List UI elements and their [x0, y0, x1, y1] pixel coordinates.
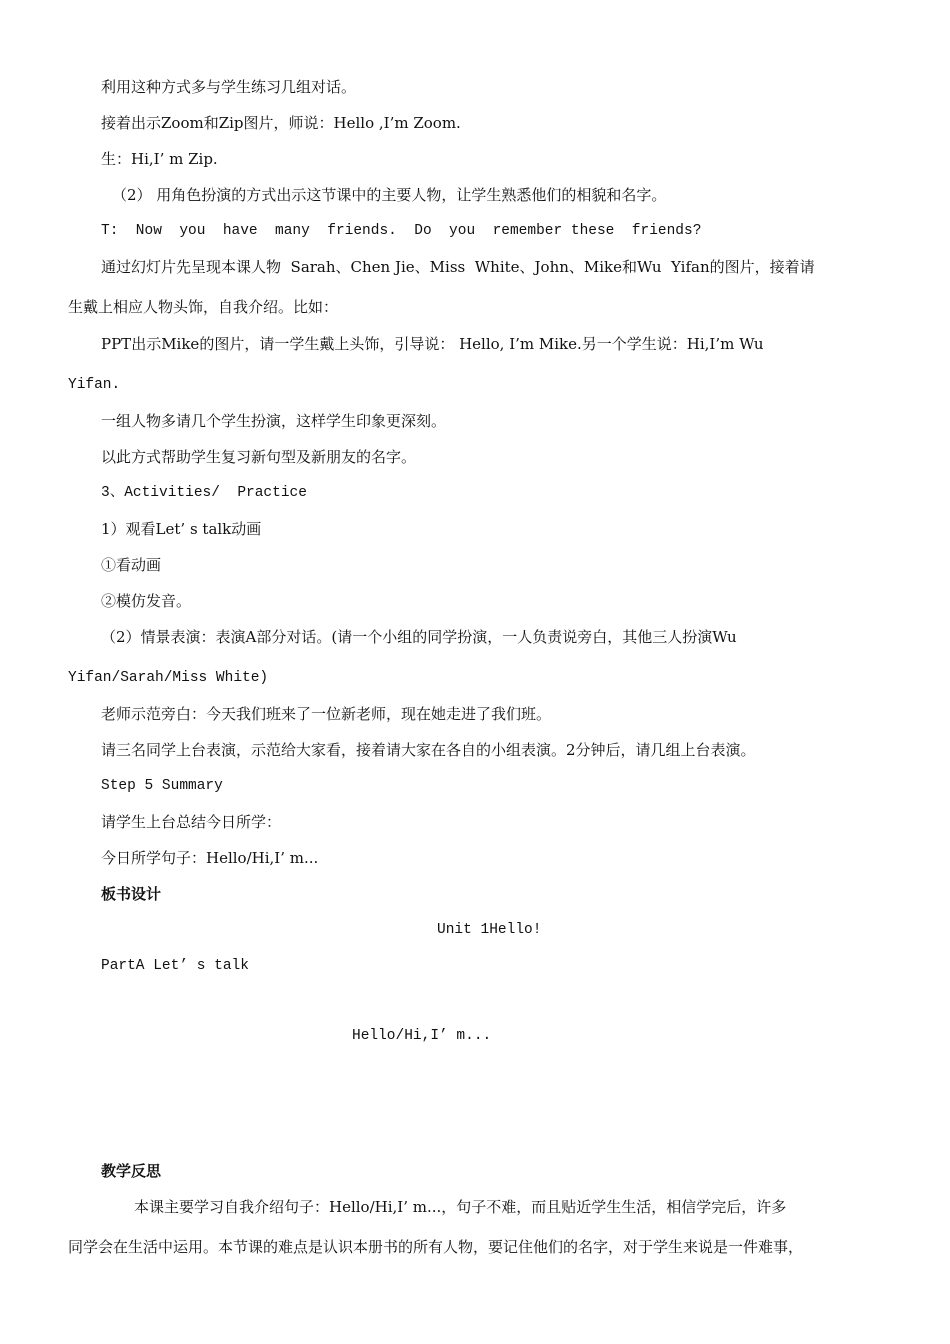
board-part: PartA Let’ s talk [101, 958, 249, 974]
text-line: 生：Hi,I’ m Zip. [101, 150, 218, 168]
section-heading: Step 5 Summary [101, 778, 223, 794]
text-line: 1）观看Let’ s talk动画 [101, 520, 262, 538]
section-heading: 3、Activities/ Practice [101, 485, 307, 501]
text-line: 请三名同学上台表演，示范给大家看，接着请大家在各自的小组表演。2分钟后，请几组上台表演。 [101, 741, 756, 759]
text-line: 以此方式帮助学生复习新句型及新朋友的名字。 [101, 448, 417, 466]
text-line: 一组人物多请几个学生扮演，这样学生印象更深刻。 [101, 412, 447, 430]
text-line: 利用这种方式多与学生练习几组对话。 [101, 78, 357, 96]
board-design-heading: 板书设计 [101, 885, 162, 903]
text-line: Yifan/Sarah/Miss White) [68, 670, 269, 686]
text-line: 通过幻灯片先呈现本课人物 Sarah、Chen Jie、Miss White、John、Mike和Wu Yifan的图片，接着请 [101, 258, 815, 276]
text-line: 老师示范旁白：今天我们班来了一位新老师，现在她走进了我们班。 [101, 705, 552, 723]
text-line: （2）情景表演：表演A部分对话。(请一个小组的同学扮演，一人负责说旁白，其他三人扮演Wu [101, 628, 737, 646]
text-line: 接着出示Zoom和Zip图片，师说：Hello ,I’m Zoom. [101, 114, 461, 132]
text-line: 今日所学句子：Hello/Hi,I’ m... [101, 849, 319, 867]
text-line: （2） 用角色扮演的方式出示这节课中的主要人物，让学生熟悉他们的相貌和名字。 [112, 186, 667, 204]
text-line: 生戴上相应人物头饰，自我介绍。比如： [68, 298, 339, 316]
reflection-heading: 教学反思 [101, 1162, 162, 1180]
text-line: 请学生上台总结今日所学： [101, 813, 282, 831]
list-item: ②模仿发音。 [101, 592, 192, 610]
reflection-paragraph: 本课主要学习自我介绍句子：Hello/Hi,I’ m...，句子不难，而且贴近学生生活，相信学完后，许多 [134, 1198, 787, 1216]
list-item: ①看动画 [101, 556, 162, 574]
text-line: Yifan. [68, 377, 121, 393]
text-line: T: Now you have many friends. Do you remember these friends? [101, 223, 702, 239]
board-sentence: Hello/Hi,I’ m... [352, 1028, 492, 1044]
text-line: PPT出示Mike的图片，请一学生戴上头饰，引导说： Hello, I’m Mike.另一个学生说：Hi,I’m Wu [101, 335, 764, 353]
reflection-paragraph: 同学会在生活中运用。本节课的难点是认识本册书的所有人物，要记住他们的名字，对于学生来说是一件难事， [68, 1238, 804, 1256]
board-title: Unit 1Hello! [437, 922, 542, 938]
